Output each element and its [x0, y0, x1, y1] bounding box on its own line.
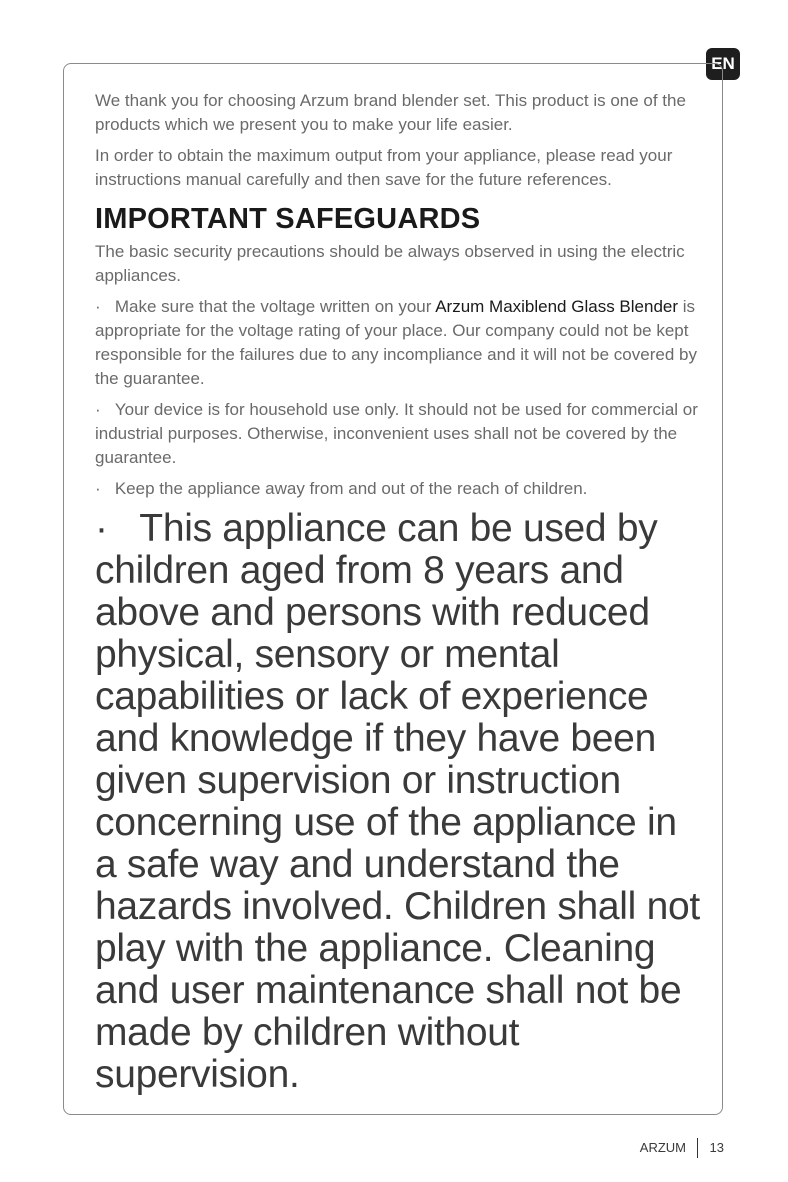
footer-separator: [697, 1138, 698, 1158]
lead-paragraph: The basic security precautions should be always observed in using the electric appliances.: [95, 242, 685, 285]
bullet-marker: ·: [95, 297, 101, 316]
bullet-marker: ·: [95, 479, 101, 498]
bullet-voltage: [95, 295, 705, 391]
bullet-marker: ·: [95, 400, 101, 419]
bullet-marker: ·: [95, 507, 108, 550]
intro-paragraph-2: In order to obtain the maximum output from your appliance, please read your instructions manual carefully and then save for the future references.: [95, 146, 673, 189]
bullet-household-text: Your device is for household use only. It should not be used for commercial or industrial purposes. Otherwise, inconvenient uses shall not be covered by the guarantee.: [95, 400, 698, 467]
page-footer: [620, 1138, 730, 1158]
intro-paragraph-1: We thank you for choosing Arzum brand blender set. This product is one of the products which we present you to make your life easier.: [95, 91, 686, 134]
page-number: 13: [709, 1140, 724, 1155]
language-badge: EN: [706, 48, 740, 80]
bullet-voltage-before: Make sure that the voltage written on your: [114, 297, 436, 316]
page-content: [95, 89, 705, 1096]
bullet-household: [95, 398, 705, 470]
large-warning: [95, 508, 705, 1096]
footer-brand: ARZUM: [639, 1140, 686, 1155]
section-heading: IMPORTANT SAFEGUARDS: [95, 203, 481, 235]
bullet-children-text: Keep the appliance away from and out of the reach of children.: [114, 479, 588, 498]
bullet-voltage-after: is appropriate for the voltage rating of your place. Our company could not be kept responsible for the failures due to any incompliance and it will not be covered by the guarantee.: [95, 297, 697, 388]
product-name: Arzum Maxiblend Glass Blender: [435, 297, 679, 316]
large-warning-text: This appliance can be used by children aged from 8 years and above and persons with reduced physical, sensory or mental capabilities or lack of experience and knowledge if they have been given supervision or instruction concerning use of the appliance in a safe way and understand the hazards involved. Children shall not play with the appliance. Cleaning and user maintenance shall not be made by children without supervision.: [95, 507, 700, 1096]
bullet-children: [95, 477, 705, 501]
